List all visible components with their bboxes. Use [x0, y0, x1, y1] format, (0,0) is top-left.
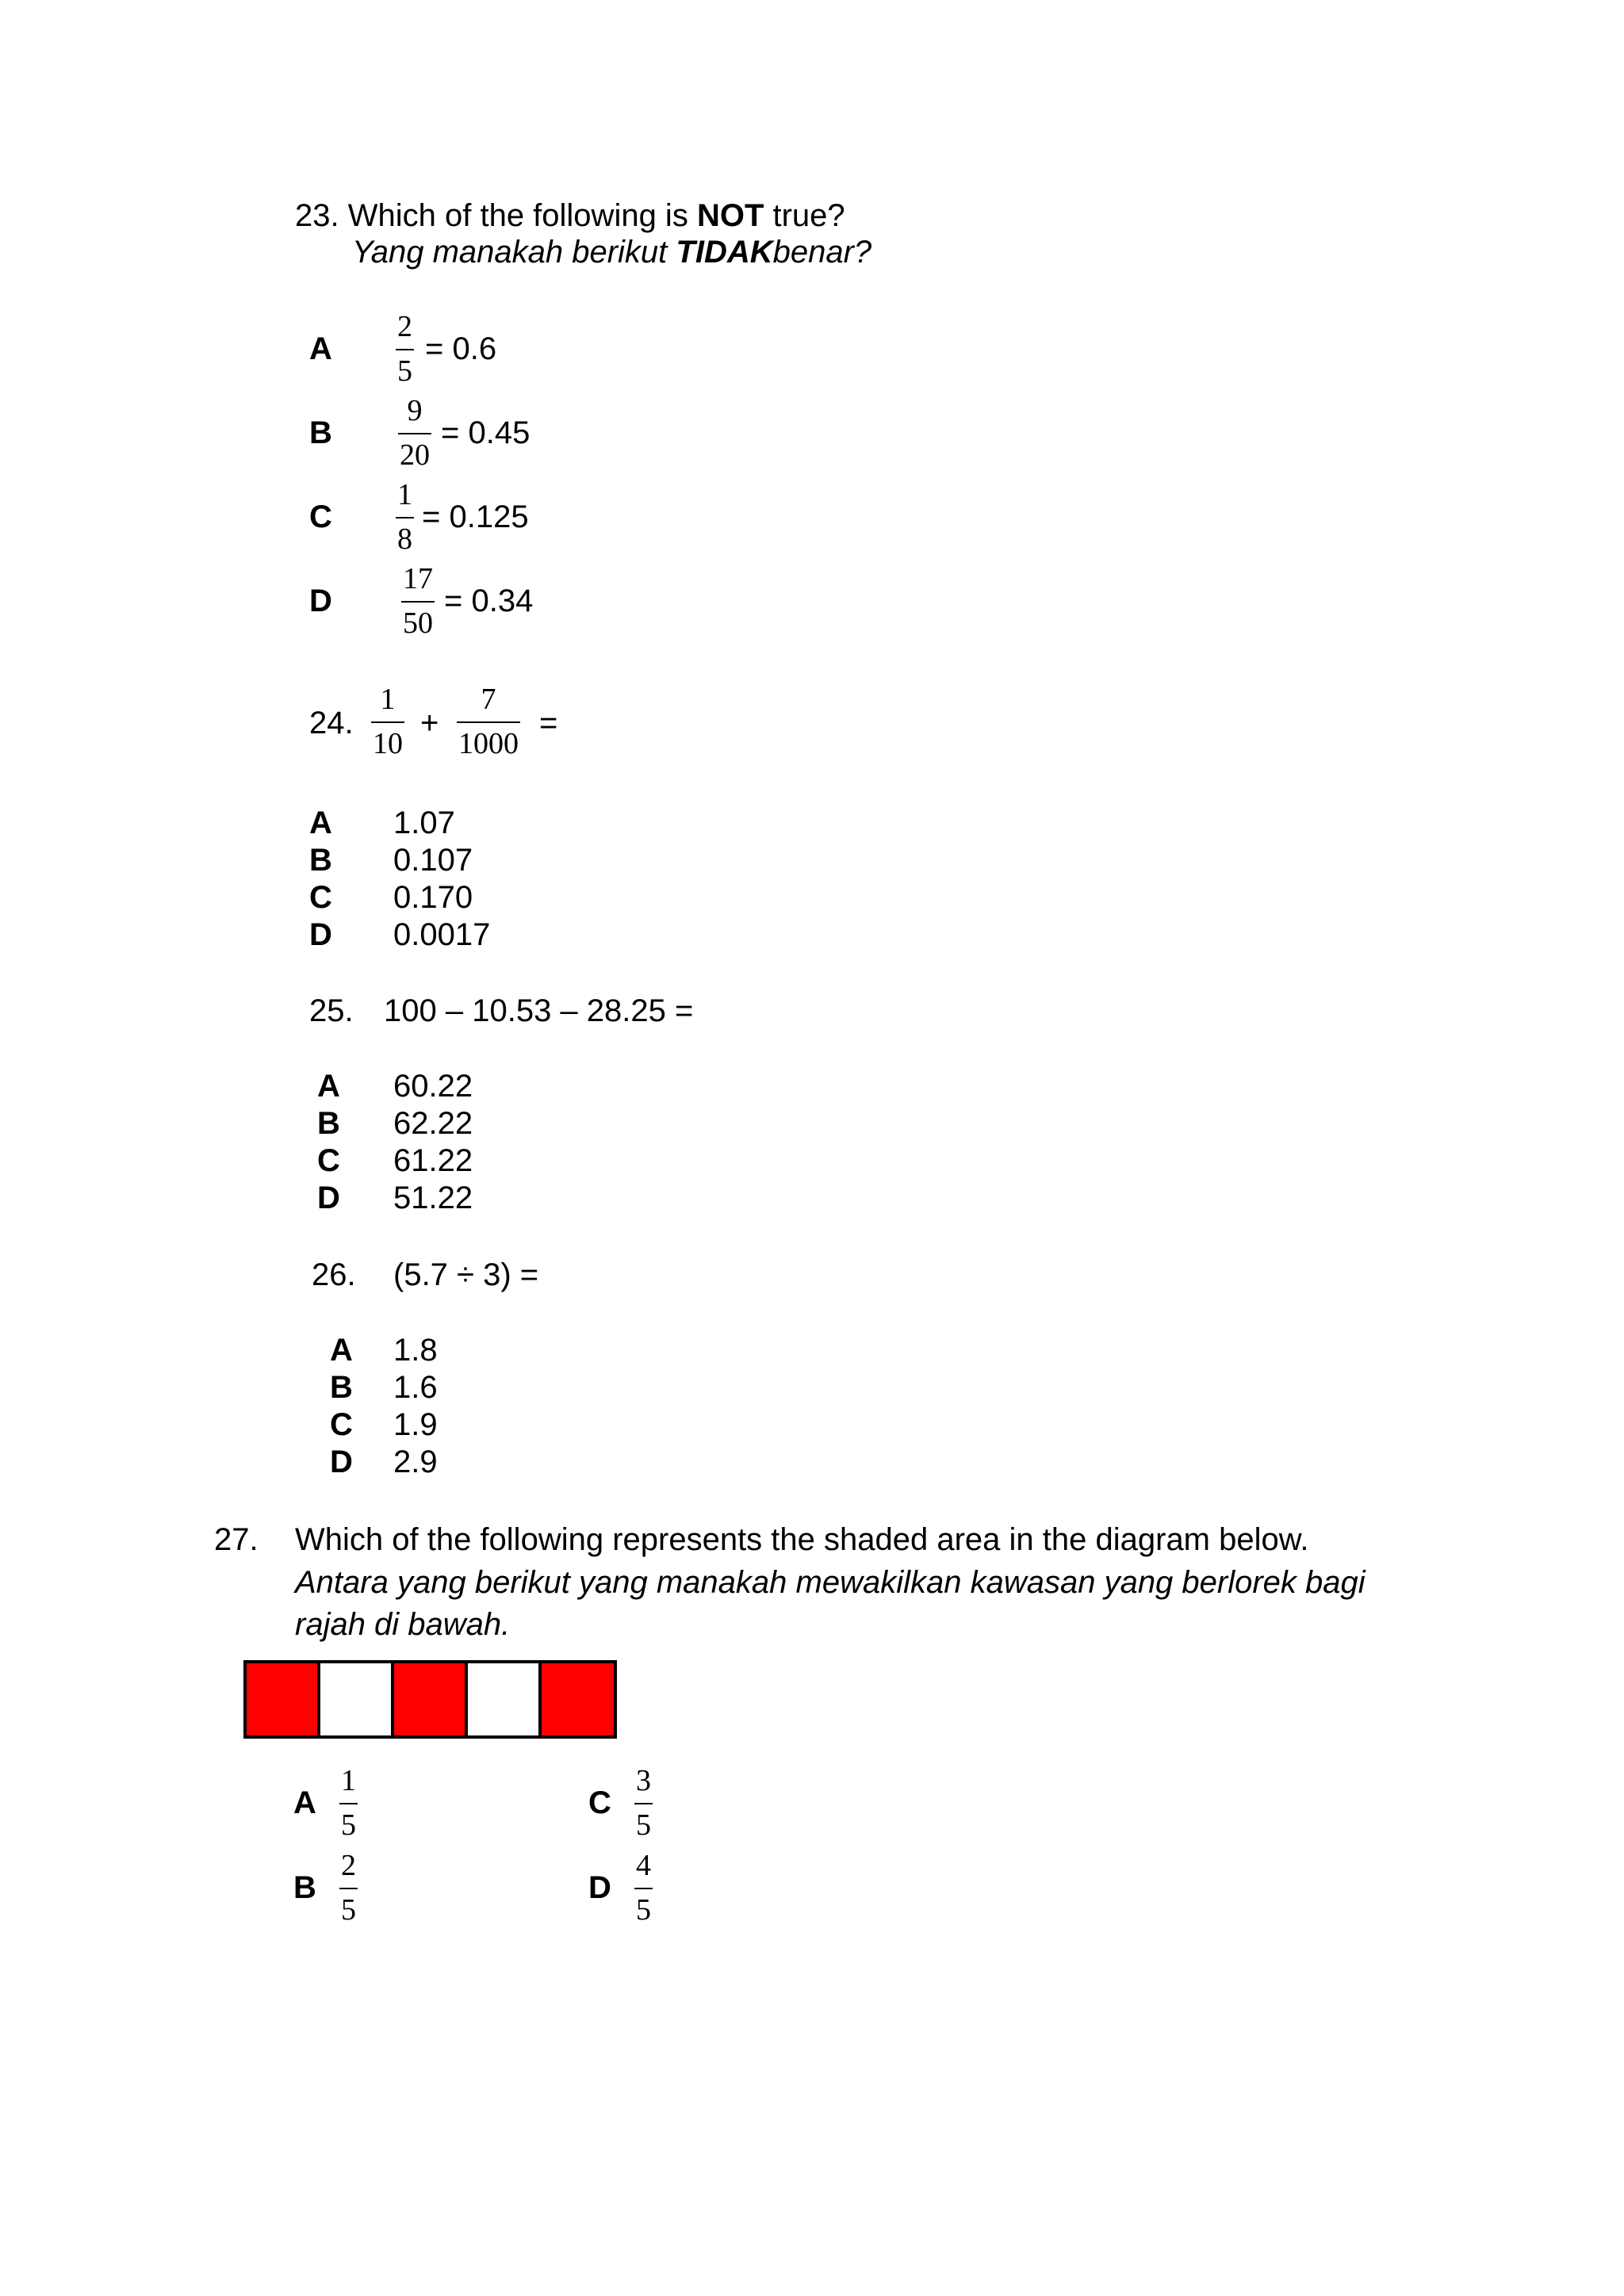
q26-option-d-value: 2.9 — [393, 1445, 438, 1479]
fraction-numerator: 7 — [481, 683, 496, 716]
q24-number: 24. — [309, 706, 354, 740]
q26-option-c-label[interactable]: C — [330, 1407, 353, 1442]
fraction-bar — [401, 601, 435, 603]
q24-option-b-label[interactable]: B — [309, 843, 332, 878]
q26-option-b-label[interactable]: B — [330, 1370, 353, 1405]
fraction-numerator: 1 — [380, 683, 396, 716]
q27-malay-line-1: Antara yang berikut yang manakah mewakilkan kawasan yang berlorek bagi — [295, 1565, 1365, 1600]
q23-option-b-value: = 0.45 — [441, 415, 530, 450]
q25-number: 25. — [309, 993, 354, 1028]
q23-option-d-label[interactable]: D — [309, 584, 332, 618]
q25-option-d-label[interactable]: D — [317, 1181, 340, 1215]
q26-option-a-value: 1.8 — [393, 1333, 438, 1368]
fraction-denominator: 50 — [403, 607, 433, 640]
fraction-bar — [396, 517, 414, 519]
q23-malay — [352, 233, 871, 271]
q27-option-a-fraction — [339, 1763, 358, 1843]
q26-option-c-value: 1.9 — [393, 1407, 438, 1442]
q25-option-a-value: 60.22 — [393, 1069, 473, 1104]
q23-malay-pre: Yang manakah berikut — [352, 235, 676, 270]
fraction-denominator: 5 — [636, 1808, 651, 1842]
fraction-numerator: 1 — [341, 1764, 356, 1797]
q25-option-b-value: 62.22 — [393, 1106, 473, 1141]
fraction-denominator: 5 — [341, 1893, 356, 1927]
q24-fraction-2 — [457, 682, 520, 761]
q26-option-d-label[interactable]: D — [330, 1445, 353, 1479]
q24-equals: = — [539, 706, 558, 740]
q24-option-a-label[interactable]: A — [309, 806, 332, 840]
q24-option-c-label[interactable]: C — [309, 880, 332, 915]
q23-option-c-fraction — [396, 477, 414, 557]
q27-option-b-fraction — [339, 1848, 358, 1927]
q24-option-d-value: 0.0017 — [393, 917, 491, 952]
q23-option-d-value: = 0.34 — [444, 584, 534, 618]
fraction-numerator: 2 — [397, 310, 412, 343]
q26-option-a-label[interactable]: A — [330, 1333, 353, 1368]
q25-option-c-label[interactable]: C — [317, 1143, 340, 1178]
fraction-bar — [634, 1888, 653, 1889]
q23-option-b-fraction — [398, 393, 431, 473]
q26-number: 26. — [312, 1257, 356, 1292]
fraction-bar — [398, 433, 431, 434]
q25-option-b-label[interactable]: B — [317, 1106, 340, 1141]
diagram-cell — [468, 1663, 542, 1735]
q24-option-c-value: 0.170 — [393, 880, 473, 915]
fraction-denominator: 5 — [636, 1893, 651, 1927]
q23-option-d-fraction — [401, 561, 435, 641]
q27-option-a-label[interactable]: A — [293, 1785, 316, 1820]
diagram-cell — [320, 1663, 394, 1735]
q24-option-d-label[interactable]: D — [309, 917, 332, 952]
diagram-cell — [394, 1663, 468, 1735]
q23-question — [295, 197, 845, 235]
fraction-bar — [457, 721, 520, 723]
q27-option-d-fraction — [634, 1848, 653, 1927]
fraction-denominator: 1000 — [458, 727, 519, 760]
fraction-denominator: 20 — [400, 438, 430, 472]
q27-option-b-label[interactable]: B — [293, 1870, 316, 1905]
q23-malay-post: benar? — [772, 235, 872, 270]
q24-fraction-1 — [371, 682, 404, 761]
fraction-numerator: 3 — [636, 1764, 651, 1797]
q23-number: 23. — [295, 198, 339, 233]
q23-malay-bold: TIDAK — [676, 235, 773, 270]
fraction-numerator: 17 — [403, 562, 433, 595]
fraction-denominator: 10 — [373, 727, 403, 760]
q24-plus: + — [420, 706, 439, 740]
fraction-bar — [396, 349, 414, 350]
q25-option-a-label[interactable]: A — [317, 1069, 340, 1104]
shaded-strip-diagram — [243, 1660, 617, 1739]
q27-option-c-label[interactable]: C — [588, 1785, 611, 1820]
q27-text: Which of the following represents the shaded area in the diagram below. — [295, 1522, 1309, 1557]
fraction-numerator: 2 — [341, 1849, 356, 1882]
diagram-cell — [542, 1663, 614, 1735]
q25-expression: 100 – 10.53 – 28.25 = — [384, 993, 694, 1028]
q23-text-pre: Which of the following is — [347, 198, 697, 233]
fraction-bar — [634, 1803, 653, 1804]
q24-option-b-value: 0.107 — [393, 843, 473, 878]
fraction-numerator: 1 — [397, 478, 412, 511]
fraction-numerator: 4 — [636, 1849, 651, 1882]
q23-option-c-label[interactable]: C — [309, 499, 332, 534]
diagram-cell — [247, 1663, 320, 1735]
fraction-denominator: 8 — [397, 522, 412, 556]
fraction-bar — [339, 1888, 358, 1889]
q23-option-c-value: = 0.125 — [422, 499, 529, 534]
q24-option-a-value: 1.07 — [393, 806, 455, 840]
q25-option-d-value: 51.22 — [393, 1181, 473, 1215]
q23-option-a-label[interactable]: A — [309, 331, 332, 366]
q26-expression: (5.7 ÷ 3) = — [393, 1257, 539, 1292]
q25-option-c-value: 61.22 — [393, 1143, 473, 1178]
fraction-denominator: 5 — [341, 1808, 356, 1842]
q27-option-d-label[interactable]: D — [588, 1870, 611, 1905]
q27-number: 27. — [214, 1522, 259, 1557]
q23-option-a-value: = 0.6 — [425, 331, 497, 366]
fraction-numerator: 9 — [407, 394, 423, 427]
q23-option-b-label[interactable]: B — [309, 415, 332, 450]
fraction-bar — [339, 1803, 358, 1804]
fraction-bar — [371, 721, 404, 723]
q23-option-a-fraction — [396, 309, 414, 388]
q23-text-bold: NOT — [696, 198, 764, 233]
q23-text-post: true? — [764, 198, 845, 233]
q27-malay-line-2: rajah di bawah. — [295, 1607, 511, 1642]
fraction-denominator: 5 — [397, 354, 412, 388]
q27-option-c-fraction — [634, 1763, 653, 1843]
q26-option-b-value: 1.6 — [393, 1370, 438, 1405]
